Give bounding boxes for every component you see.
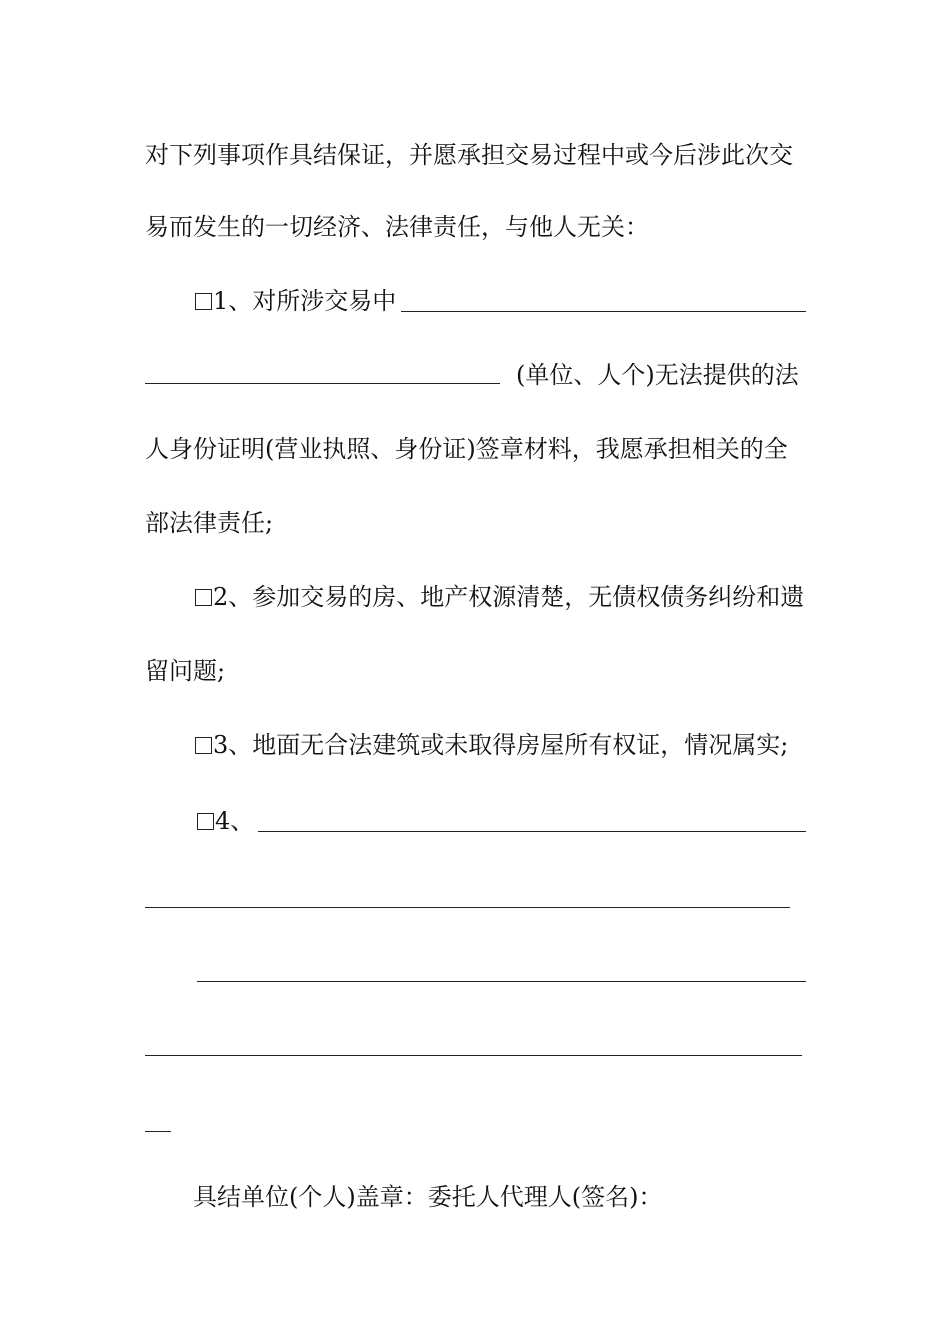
item-1-line-b: (单位、人个)无法提供的法	[516, 361, 799, 389]
blank-underline	[145, 1055, 802, 1056]
blank-underline	[145, 383, 500, 384]
checkbox-icon[interactable]	[195, 293, 212, 310]
item-2-line-b: 留问题;	[145, 657, 226, 685]
checkbox-icon[interactable]	[195, 737, 212, 754]
paragraph-line-1: 对下列事项作具结保证，并愿承担交易过程中或今后涉此次交	[145, 141, 793, 169]
blank-underline	[258, 831, 806, 832]
signature-line: 具结单位(个人)盖章：委托人代理人(签名)：	[193, 1183, 663, 1211]
item-3-line: 3、地面无合法建筑或未取得房屋所有权证，情况属实;	[195, 730, 788, 760]
item-1-line-d: 部法律责任;	[145, 509, 274, 537]
checkbox-icon[interactable]	[195, 589, 212, 606]
blank-underline	[145, 907, 790, 908]
blank-underline	[401, 311, 806, 312]
item-1-line-c: 人身份证明(营业执照、身份证)签章材料，我愿承担相关的全	[145, 435, 788, 463]
blank-underline	[197, 981, 806, 982]
item-2-line-a: 2、参加交易的房、地产权源清楚，无债权债务纠纷和遗	[195, 582, 804, 612]
paragraph-line-2: 易而发生的一切经济、法律责任，与他人无关：	[145, 213, 649, 241]
checkbox-icon[interactable]	[197, 813, 214, 830]
blank-underline	[145, 1131, 171, 1132]
item-1-line-a: 1、对所涉交易中	[195, 286, 396, 316]
item-4-line: 4、	[197, 806, 254, 836]
